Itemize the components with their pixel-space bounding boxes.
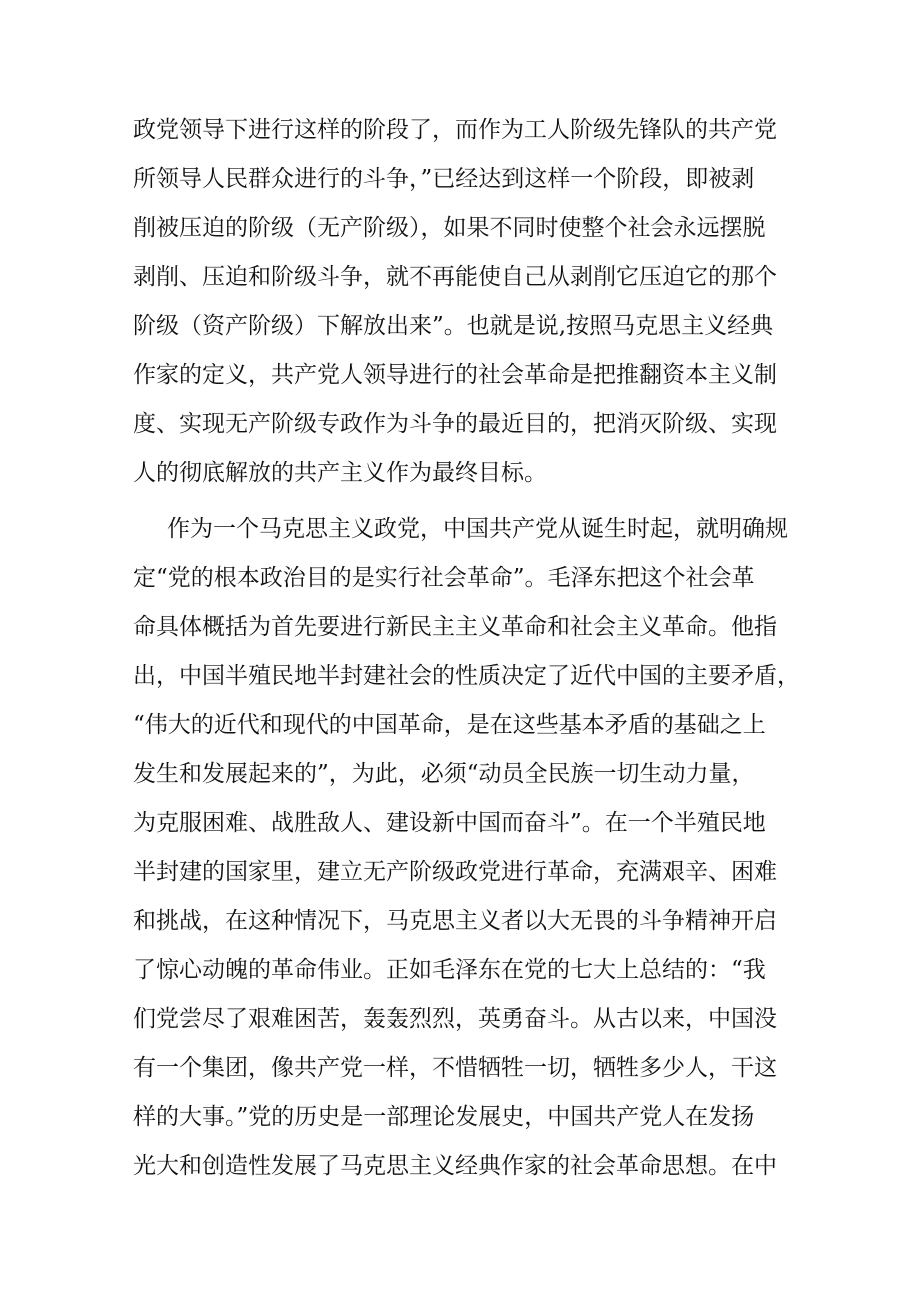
text-line: 命具体概括为首先要进行新民主主义革命和社会主义革命。他指 xyxy=(133,614,777,640)
text-line: 发生和发展起来的”，为此，必须“动员全民族一切生动力量， xyxy=(133,761,755,787)
text-line: 定“党的根本政治目的是实行社会革命”。毛泽东把这个社会革 xyxy=(133,565,755,591)
text-line: 剥削、压迫和阶级斗争，就不再能使自己从剥削它压迫它的那个 xyxy=(133,264,777,290)
text-line: 光大和创造性发展了马克思主义经典作家的社会革命思想。在中 xyxy=(133,1153,777,1179)
text-line: 作家的定义，共产党人领导进行的社会革命是把推翻资本主义制 xyxy=(133,362,777,388)
text-line: 样的大事。”党的历史是一部理论发展史，中国共产党人在发扬 xyxy=(133,1104,755,1130)
text-line: 作为一个马克思主义政党，中国共产党从诞生时起，就明确规 xyxy=(167,516,788,542)
text-line: 有一个集团，像共产党一样，不惜牺牲一切，牺牲多少人，干这 xyxy=(133,1055,777,1081)
text-line: 半封建的国家里，建立无产阶级政党进行革命，充满艰辛、困难 xyxy=(133,859,777,885)
paragraph-spacer xyxy=(133,498,793,505)
text-line: 度、实现无产阶级专政作为斗争的最近目的，把消灭阶级、实现 xyxy=(133,411,777,437)
paragraph-1 xyxy=(133,106,793,498)
text-line: 人的彻底解放的共产主义作为最终目标。 xyxy=(133,460,547,486)
text-line: 政党领导下进行这样的阶段了，而作为工人阶级先锋队的共产党 xyxy=(133,117,777,143)
text-line: 阶级（资产阶级）下解放出来”。也就是说,按照马克思主义经典 xyxy=(133,313,774,339)
text-line: 出，中国半殖民地半封建社会的性质决定了近代中国的主要矛盾， xyxy=(133,663,800,689)
text-line: 和挑战，在这种情况下，马克思主义者以大无畏的斗争精神开启 xyxy=(133,908,777,934)
document-body xyxy=(133,106,800,1191)
text-line: 所领导人民群众进行的斗争，”已经达到这样一个阶段，即被剥 xyxy=(133,166,755,192)
text-line: 们党尝尽了艰难困苦，轰轰烈烈，英勇奋斗。从古以来，中国没 xyxy=(133,1006,777,1032)
text-line: “伟大的近代和现代的中国革命，是在这些基本矛盾的基础之上 xyxy=(133,712,766,738)
text-line: 为克服困难、战胜敌人、建设新中国而奋斗”。在一个半殖民地 xyxy=(133,810,766,836)
text-line: 削被压迫的阶级（无产阶级），如果不同时使整个社会永远摆脱 xyxy=(133,215,766,241)
paragraph-2 xyxy=(133,505,800,1191)
text-line: 了惊心动魄的革命伟业。正如毛泽东在党的七大上总结的：“我 xyxy=(133,957,766,983)
